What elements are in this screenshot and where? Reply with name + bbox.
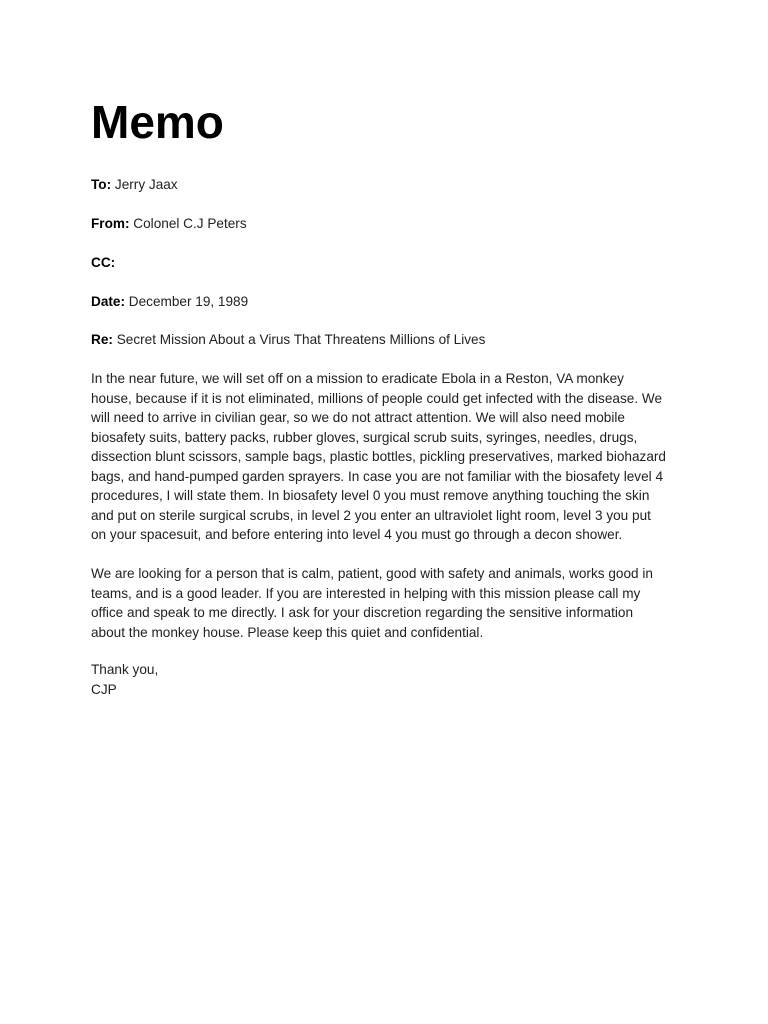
from-value: Colonel C.J Peters [133,216,247,231]
memo-title: Memo [91,96,224,148]
cc-label: CC: [91,255,116,270]
from-label: From: [91,216,130,231]
re-label: Re: [91,332,113,347]
to-value: Jerry Jaax [114,177,178,192]
date-label: Date: [91,294,125,309]
from-field [91,214,247,234]
closing-line: Thank you, [91,662,159,677]
paragraph-line: on your spacesuit, and before entering into level 4 you must go through a decon shower. [91,527,623,542]
paragraph-line: house, because if it is not eliminated, millions of people could get infected with the disease. We [91,390,663,406]
body-paragraph-1 [91,369,681,545]
paragraph-line: We are looking for a person that is calm, patient, good with safety and animals, works good in [91,566,653,581]
paragraph-line: teams, and is a good leader. If you are interested in helping with this mission please call my [91,585,641,601]
to-field [91,175,178,195]
paragraph-line: and put on sterile surgical scrubs, in level 2 you enter an ultraviolet light room, level 3 you put [91,507,651,523]
cc-field [91,253,115,273]
date-value: December 19, 1989 [128,294,249,309]
closing-signature [91,660,681,699]
date-field [91,292,248,312]
signature-initials: CJP [91,681,117,697]
paragraph-line: dissection blunt scissors, sample bags, plastic bottles, pickling preservatives, marked biohazard [91,449,666,464]
paragraph-line: biosafety suits, battery packs, rubber gloves, surgical scrub suits, syringes, needles, drugs, [91,429,638,445]
paragraph-line: will need to arrive in civilian gear, so we do not attract attention. We will also need mobile [91,410,625,425]
re-field [91,330,485,350]
paragraph-line: procedures, I will state them. In biosafety level 0 you must remove anything touching the skin [91,488,650,503]
paragraph-line: office and speak to me directly. I ask for your discretion regarding the sensitive information [91,605,634,620]
paragraph-line: bags, and hand-pumped garden sprayers. In case you are not familiar with the biosafety level 4 [91,468,664,484]
body-paragraph-2 [91,564,681,642]
re-value: Secret Mission About a Virus That Threatens Millions of Lives [116,332,486,347]
to-label: To: [91,177,112,192]
paragraph-line: about the monkey house. Please keep this quiet and confidential. [91,624,484,640]
paragraph-line: In the near future, we will set off on a mission to eradicate Ebola in a Reston, VA monkey [91,371,624,386]
